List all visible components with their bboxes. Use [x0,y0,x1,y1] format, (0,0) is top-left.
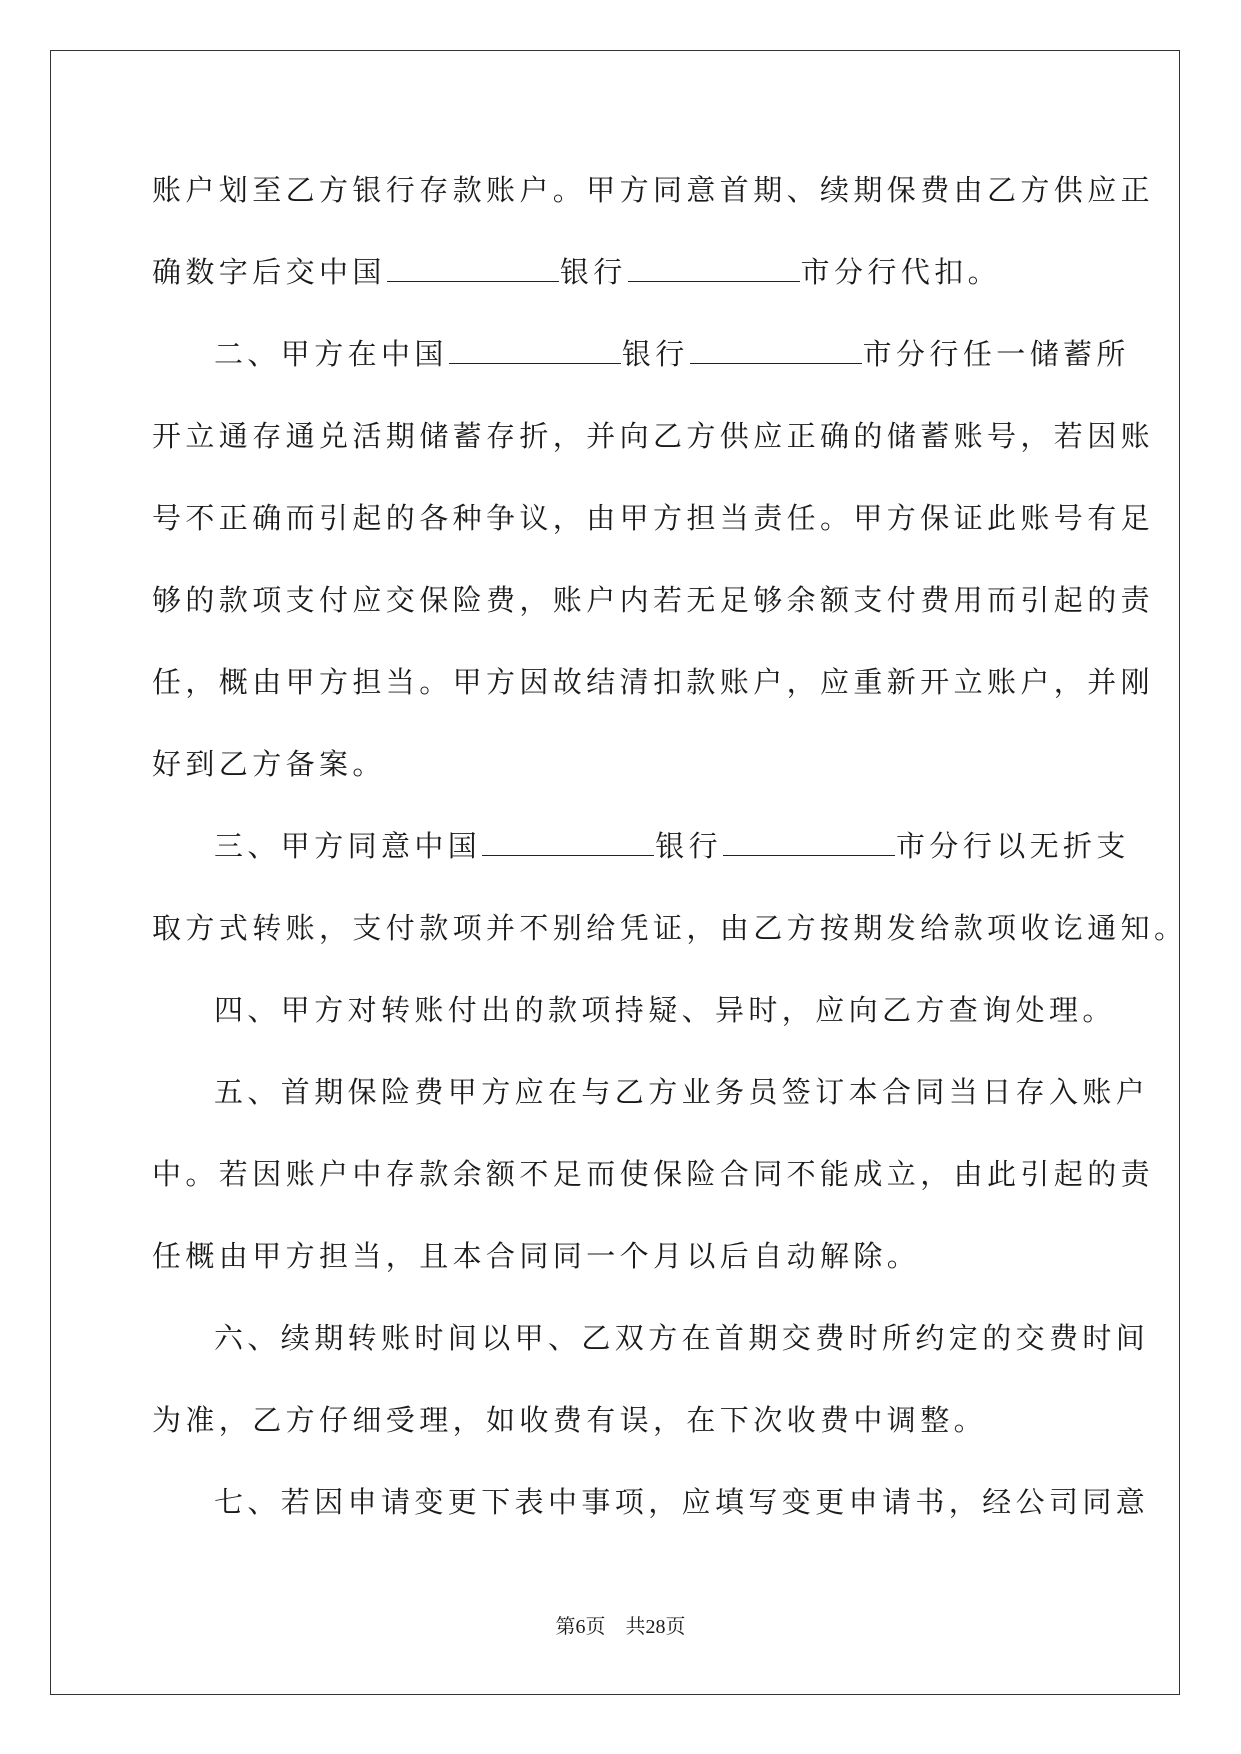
text-segment: 二、甲方在中国 [214,337,448,371]
page-total: 共28页 [625,1616,686,1638]
page-number: 第6页 [555,1616,606,1638]
paragraph-line [152,245,1082,327]
page-footer [0,1610,1241,1639]
fill-in-blank [449,333,621,364]
paragraph-line: 五、首期保险费甲方应在与乙方业务员签订本合同当日存入账户 [214,1075,1150,1109]
paragraph-line: 任，概由甲方担当。甲方因故结清扣款账户，应重新开立账户，并刚 [152,665,1155,699]
text-segment: 银行 [655,829,723,863]
fill-in-blank [690,333,862,364]
text-segment: 三、甲方同意中国 [214,829,482,863]
fill-in-blank [723,825,895,856]
paragraph-line: 号不正确而引起的各种争议，由甲方担当责任。甲方保证此账号有足 [152,501,1155,535]
paragraph-line [152,327,1130,409]
text-segment: 确数字后交中国 [152,255,386,289]
paragraph-line: 四、甲方对转账付出的款项持疑、异时，应向乙方查询处理。 [214,993,1116,1027]
paragraph-line: 任概由甲方担当，且本合同同一个月以后自动解除。 [152,1239,921,1273]
document-body [152,163,1188,1557]
text-segment: 市分行以无折支 [896,829,1130,863]
paragraph-line: 好到乙方备案。 [152,747,386,781]
fill-in-blank [387,251,559,282]
paragraph-line: 账户划至乙方银行存款账户。甲方同意首期、续期保费由乙方供应正 [152,173,1155,207]
text-segment: 市分行代扣。 [800,255,1002,289]
paragraph-line: 六、续期转账时间以甲、乙双方在首期交费时所约定的交费时间 [214,1321,1150,1355]
fill-in-blank [628,251,800,282]
paragraph-line: 够的款项支付应交保险费，账户内若无足够余额支付费用而引起的责 [152,583,1155,617]
paragraph-line: 开立通存通兑活期储蓄存折，并向乙方供应正确的储蓄账号，若因账 [152,419,1155,453]
text-segment: 银行 [559,255,627,289]
paragraph-line: 七、若因申请变更下表中事项，应填写变更申请书，经公司同意 [214,1485,1150,1519]
paragraph-line [152,819,1130,901]
text-segment: 银行 [621,337,689,371]
paragraph-line: 为准，乙方仔细受理，如收费有误，在下次收费中调整。 [152,1403,988,1437]
fill-in-blank [482,825,654,856]
paragraph-line: 中。若因账户中存款余额不足而使保险合同不能成立，由此引起的责 [152,1157,1155,1191]
text-segment: 市分行任一储蓄所 [862,337,1130,371]
paragraph-line: 取方式转账，支付款项并不别给凭证，由乙方按期发给款项收讫通知。 [152,911,1188,945]
